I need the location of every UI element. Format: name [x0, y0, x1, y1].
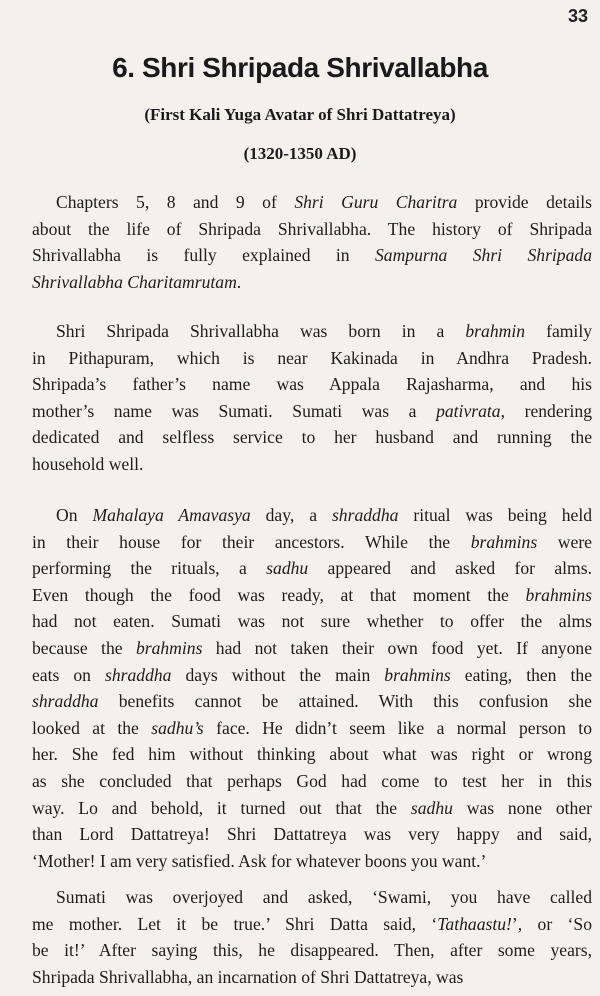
text-line: Sumati was overjoyed and asked, ‘Swami, you have called	[56, 887, 592, 907]
text-line: eats on shraddha days without the main brahmins eating, then the	[32, 664, 592, 685]
text-line: Shripada Shrivallabha, an incarnation of Shri Dattatreya, was	[32, 966, 464, 987]
text-line: her. She fed him without thinking about what was right or wrong	[32, 744, 592, 765]
text-line: household well.	[32, 453, 144, 474]
text-line: in Pithapuram, which is near Kakinada in Andhra Pradesh.	[32, 347, 592, 368]
chapter-dates: (1320-1350 AD)	[243, 144, 357, 163]
text-line: me mother. Let it be true.’ Shri Datta said, ‘Tathaastu!’, or ‘So	[32, 913, 593, 934]
text-line: looked at the sadhu’s face. He didn’t seem like a normal person to	[32, 717, 592, 738]
paragraph-3	[32, 502, 592, 874]
chapter-subtitle: (First Kali Yuga Avatar of Shri Dattatreya)	[144, 105, 456, 124]
text-line: performing the rituals, a sadhu appeared and asked for alms.	[32, 558, 592, 579]
text-line: mother’s name was Sumati. Sumati was a pativrata, rendering	[32, 400, 592, 421]
text-line: Even though the food was ready, at that moment the brahmins	[32, 584, 592, 605]
text-line: way. Lo and behold, it turned out that the sadhu was none other	[32, 797, 593, 818]
text-line: than Lord Dattatreya! Shri Dattatreya was very happy and said,	[32, 824, 592, 845]
text-line: Shri Shripada Shrivallabha was born in a brahmin family	[56, 321, 593, 341]
page-number: 33	[567, 6, 588, 26]
text-line: had not eaten. Sumati was not sure whether to offer the alms	[32, 611, 592, 632]
text-line: about the life of Shripada Shrivallabha. The history of Shripada	[32, 218, 592, 239]
paragraph-1	[32, 189, 592, 295]
paragraph-4	[32, 884, 592, 990]
paragraph-2	[32, 318, 592, 478]
text-line: be it!’ After saying this, he disappeared. Then, after some years,	[32, 940, 592, 961]
text-line: Shrivallabha is fully explained in Sampurna Shri Shripada	[32, 245, 592, 266]
text-line: Shripada’s father’s name was Appala Rajasharma, and his	[32, 374, 592, 395]
text-line: shraddha benefits cannot be attained. With this confusion she	[32, 691, 592, 712]
text-line: ‘Mother! I am very satisfied. Ask for whatever boons you want.’	[32, 850, 487, 871]
text-line: in their house for their ancestors. While the brahmins were	[32, 531, 592, 552]
text-line: Shrivallabha Charitamrutam.	[32, 271, 242, 292]
text-line: dedicated and selfless service to her husband and running the	[32, 427, 592, 448]
text-line: as she concluded that perhaps God had come to test her in this	[32, 770, 592, 791]
text-line: Chapters 5, 8 and 9 of Shri Guru Charitra provide details	[56, 192, 593, 212]
text-line: On Mahalaya Amavasya day, a shraddha ritual was being held	[56, 505, 593, 525]
chapter-title: 6. Shri Shripada Shrivallabha	[112, 52, 488, 83]
text-line: because the brahmins had not taken their own food yet. If anyone	[32, 637, 593, 658]
